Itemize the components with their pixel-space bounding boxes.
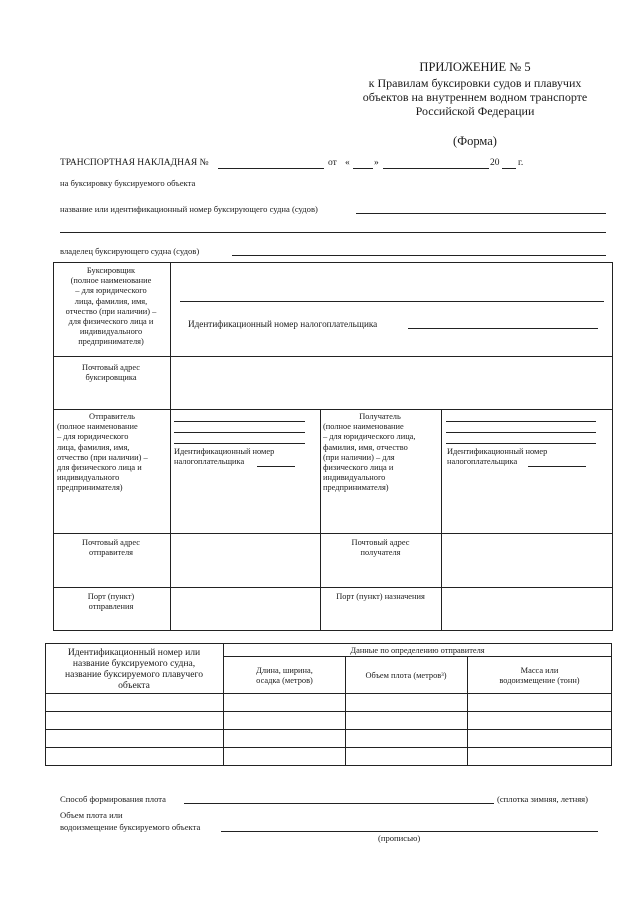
destination-port-label: Порт (пункт) назначения bbox=[336, 592, 425, 601]
departure-port-field[interactable] bbox=[171, 588, 319, 630]
appendix-title: ПРИЛОЖЕНИЕ № 5 bbox=[419, 60, 531, 74]
raft-method-label: Способ формирования плота bbox=[60, 794, 166, 804]
invoice-year-field[interactable] bbox=[502, 168, 516, 169]
raft-method-field[interactable] bbox=[184, 803, 494, 804]
table-divider bbox=[53, 409, 613, 410]
sender-inn-label: Идентификационный номер налогоплательщика bbox=[174, 447, 275, 467]
receiver-name-field[interactable] bbox=[446, 421, 596, 422]
receiver-inn-label: Идентификационный номер налогоплательщика bbox=[447, 447, 548, 467]
raft-method-note: (сплотка зимняя, летняя) bbox=[497, 794, 588, 804]
tug-inn-label: Идентификационный номер налогоплательщика bbox=[188, 319, 378, 329]
owner-label: владелец буксирующего судна (судов) bbox=[60, 246, 200, 256]
header-line-1: к Правилам буксировки судов и плавучих bbox=[368, 76, 582, 90]
receiver-name-field-line2[interactable] bbox=[446, 432, 596, 433]
towing-vessel-label: название или идентификационный номер буксирующего судна (судов) bbox=[60, 204, 318, 214]
year-prefix: 20 bbox=[490, 158, 500, 168]
sender-name-field[interactable] bbox=[174, 421, 305, 422]
receiver-inn-field[interactable] bbox=[528, 466, 586, 467]
receiver-label: Получатель (полное наименование – для юридического лица, фамилия, имя, отчество (при наличии) – для физического лица и индивидуального предпринимателя) bbox=[323, 412, 416, 493]
receiver-postal-field[interactable] bbox=[442, 534, 612, 586]
sender-name-field-line2[interactable] bbox=[174, 432, 305, 433]
table-divider bbox=[45, 729, 612, 730]
quote-close: » bbox=[374, 158, 379, 168]
tug-name-field[interactable] bbox=[180, 301, 604, 302]
col-dimensions-header: Длина, ширина, осадка (метров) bbox=[256, 666, 313, 686]
table-divider bbox=[45, 693, 612, 694]
sender-label: Отправитель (полное наименование – для юридического лица, фамилия, имя, отчество (при наличии) – для физического лица и индивидуального предпринимателя) bbox=[57, 412, 148, 493]
col-object-header: Идентификационный номер или название буксируемого судна, название буксируемого плавучего объекта bbox=[64, 647, 203, 691]
header-line-2: объектов на внутреннем водном транспорте bbox=[362, 90, 588, 104]
invoice-number-field[interactable] bbox=[218, 168, 324, 169]
receiver-name-field-line3[interactable] bbox=[446, 443, 596, 444]
departure-port-label: Порт (пункт) отправления bbox=[87, 592, 135, 612]
subtitle: на буксировку буксируемого объекта bbox=[60, 178, 196, 188]
volume-label-line2: водоизмещение буксируемого объекта bbox=[60, 822, 201, 832]
year-suffix: г. bbox=[518, 158, 524, 168]
col-mass-header: Масса или водоизмещение (тонн) bbox=[499, 666, 580, 686]
invoice-month-field[interactable] bbox=[383, 168, 489, 169]
sender-name-field-line3[interactable] bbox=[174, 443, 305, 444]
in-words-note: (прописью) bbox=[378, 833, 421, 843]
towing-vessel-field-line2[interactable] bbox=[60, 232, 606, 233]
group-header: Данные по определению отправителя bbox=[350, 646, 485, 655]
tug-inn-field[interactable] bbox=[408, 328, 598, 329]
sender-inn-field[interactable] bbox=[257, 466, 295, 467]
quote-open: « bbox=[345, 158, 350, 168]
volume-label-line1: Объем плота или bbox=[60, 810, 123, 820]
table-divider bbox=[45, 747, 612, 748]
invoice-day-field[interactable] bbox=[353, 168, 373, 169]
tug-label: Буксировщик (полное наименование – для юридического лица, фамилия, имя, отчество (при наличии) – для физического лица и индивидуального предпринимателя) bbox=[65, 266, 157, 347]
form-label: (Форма) bbox=[453, 134, 497, 148]
header-line-3: Российской Федерации bbox=[415, 104, 535, 118]
towing-vessel-field[interactable] bbox=[356, 213, 606, 214]
table-divider bbox=[45, 711, 612, 712]
destination-port-field[interactable] bbox=[442, 588, 612, 630]
invoice-from: от bbox=[328, 158, 337, 168]
invoice-label: ТРАНСПОРТНАЯ НАКЛАДНАЯ № bbox=[60, 158, 209, 168]
col-volume-header: Объем плота (метров³) bbox=[365, 671, 447, 680]
owner-field[interactable] bbox=[232, 255, 606, 256]
tug-postal-label: Почтовый адрес буксировщика bbox=[82, 363, 140, 383]
receiver-postal-label: Почтовый адрес получателя bbox=[351, 538, 410, 558]
sender-postal-field[interactable] bbox=[171, 534, 319, 586]
tug-postal-field[interactable] bbox=[171, 357, 612, 408]
volume-field[interactable] bbox=[221, 831, 598, 832]
sender-postal-label: Почтовый адрес отправителя bbox=[82, 538, 140, 558]
